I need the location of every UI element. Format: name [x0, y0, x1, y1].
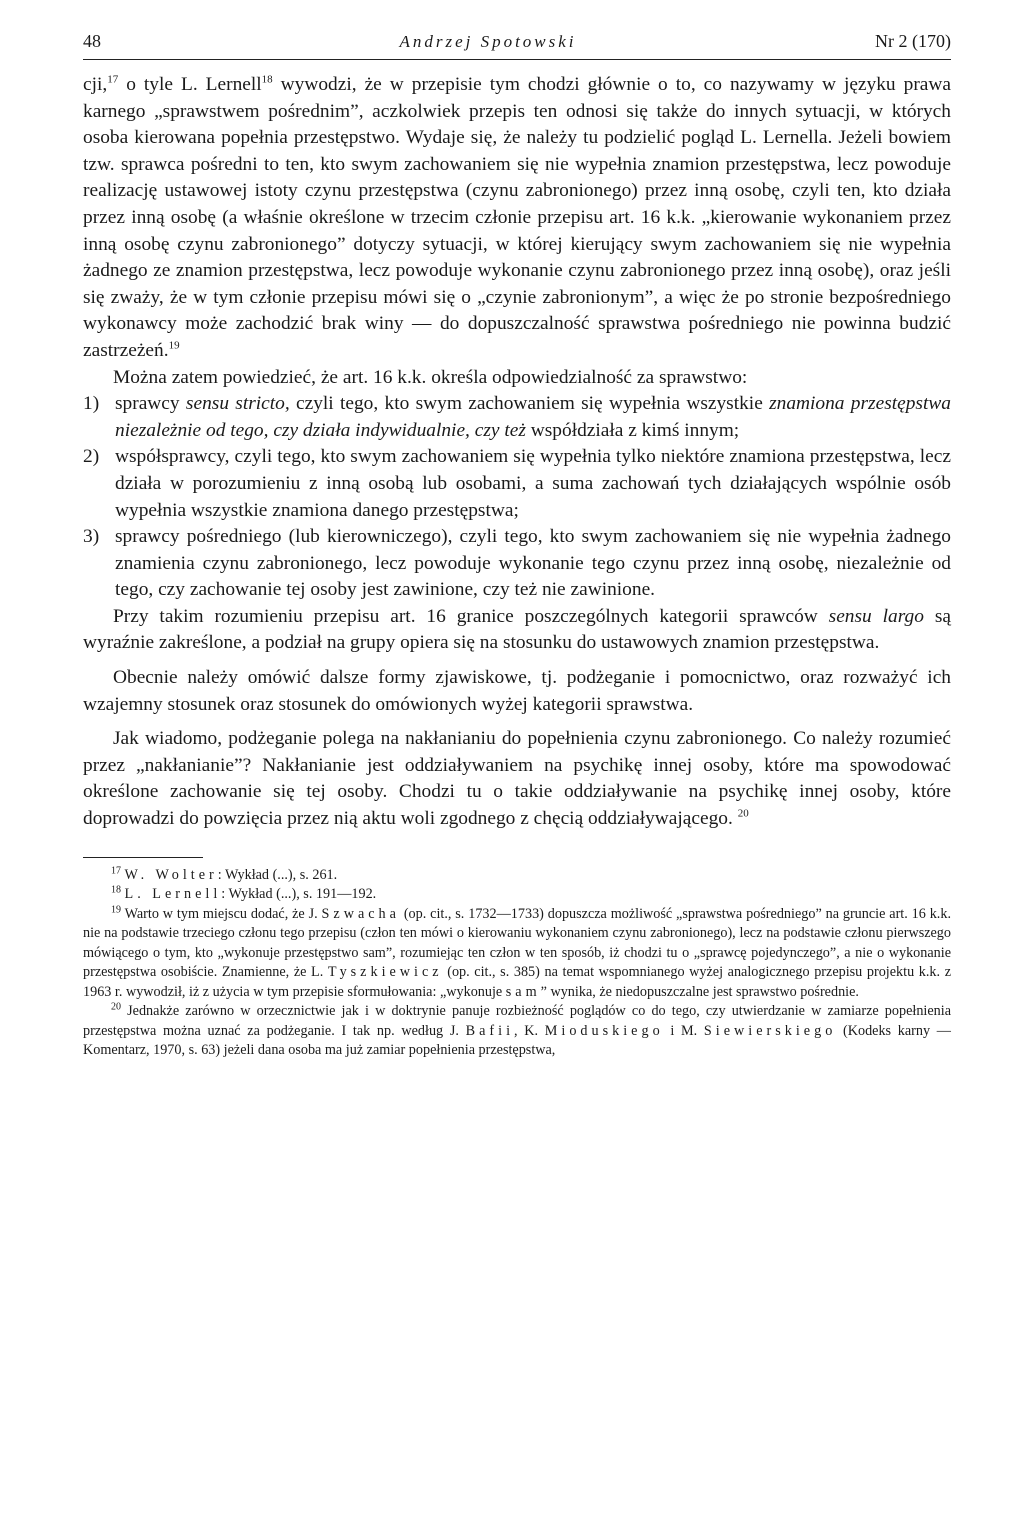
page-number: 48	[83, 31, 101, 51]
list-number: 1)	[83, 393, 100, 415]
footnote-19	[83, 905, 951, 1003]
footnote-18	[83, 885, 951, 905]
list-number: 2)	[83, 446, 100, 468]
footnote-text: , K.	[514, 1022, 545, 1039]
footnote-ref-20: 20	[737, 807, 749, 820]
footnote-text: ” wynika, że niedopuszczalne jest sprawstwo pośrednie.	[540, 983, 859, 1000]
list-text: sprawcy pośredniego (lub kierowniczego), czyli tego, kto swym zachowaniem się nie wypełnia żadnego znamienia czynu zabronionego, lecz powoduje wykonanie tego czynu przez inną osobę, niezależnie od tego, czy zachowanie tej osoby jest zawinione, czy też nie zawinione.	[115, 526, 951, 601]
text-run: o tyle L. Lernell	[118, 74, 262, 95]
italic-run: sensu largo	[828, 605, 924, 627]
list-text: współsprawcy, czyli tego, kto swym zachowaniem się wypełnia tylko niektóre znamiona przestępstwa, lecz działa w porozumieniu z inną osobą lub osobami, a suma zachowań tych działających wspólnie osób wypełnia wszystkie znamiona danego przestępstwa;	[115, 446, 951, 521]
text-run: cji,	[83, 74, 108, 95]
paragraph-3	[83, 604, 951, 657]
footnote-author: Bafii	[465, 1022, 515, 1039]
footnote-emphasis: sam	[505, 983, 541, 1000]
paragraph-1	[83, 72, 951, 365]
author-name: Andrzej Spotowski	[399, 32, 577, 51]
footnote-author: Szwacha	[321, 905, 400, 922]
footnote-number: 20	[111, 1001, 121, 1013]
footnote-separator	[83, 857, 203, 858]
list-number: 3)	[83, 526, 100, 548]
list-item	[83, 444, 951, 524]
footnote-number: 18	[111, 884, 121, 896]
footnote-ref-18: 18	[261, 73, 273, 86]
italic-run: sensu stricto,	[185, 393, 290, 415]
paragraph-5	[83, 726, 951, 832]
paragraph-2: Można zatem powiedzieć, że art. 16 k.k. określa odpowiedzialność za sprawstwo:	[113, 366, 748, 388]
footnotes	[83, 866, 951, 1061]
text-run: Przy takim rozumieniu przepisu art. 16 granice poszczególnych kategorii sprawców	[113, 605, 829, 627]
footnote-text: : Wykład (...), s. 261.	[217, 866, 338, 883]
footnote-author: Mioduskiego	[544, 1022, 664, 1039]
footnote-text: : Wykład (...), s. 191—192.	[221, 886, 377, 903]
main-text	[83, 72, 951, 833]
text-run: Jak wiadomo, podżeganie polega na nakłanianiu do popełnienia czynu zabronionego. Co należy rozumieć przez „nakłanianie”? Nakłanianie jest oddziaływaniem na psychikę innej osoby, które ma spowodować określone zachowanie się tej osoby. Chodzi tu o takie oddziaływanie na psychikę innej osoby, które doprowadzi do powzięcia przez nią aktu woli zgodnego z chęcią oddziaływającego.	[83, 728, 951, 830]
footnote-number: 19	[111, 903, 121, 915]
italic-run: znamiona przestępstwa niezależnie od tego, czy działa indywidualnie, czy też	[115, 393, 951, 441]
footnote-text: i M.	[663, 1022, 704, 1039]
footnote-number: 17	[111, 864, 121, 876]
footnote-author: L. Lernell	[124, 886, 222, 903]
document-page	[83, 30, 951, 1061]
text-run: są wyraźnie zakreślone, a podział na grupy opiera się na stosunku do ustawowych znamion przestępstwa.	[83, 605, 951, 654]
text-run: czyli tego, kto swym zachowaniem się wypełnia wszystkie	[289, 393, 770, 415]
issue-number: Nr 2 (170)	[875, 31, 951, 51]
footnote-author: W. Wolter	[124, 866, 218, 883]
footnote-text: Jednakże zarówno w orzecznictwie jak i w doktrynie panuje rozbieżność poglądów co do tego, czy utwierdzanie w zamiarze popełnienia przestępstwa można uznać za podżeganie. I tak np. według J.	[83, 1003, 951, 1039]
text-run: współdziała z kimś innym;	[525, 419, 740, 441]
footnote-text: (op. cit., s. 385) na temat wspomnianego wyżej analogicznego przepisu projektu k.k. z 1963 r. wywodził, iż z użycia w tym przepisie sformułowania: „wykonuje	[83, 964, 951, 1000]
text-run: wywodzi, że w przepisie tym chodzi głównie o to, co nazywamy w języku prawa karnego „sprawstwem pośrednim”, aczkolwiek przepis ten odnosi się także do innych sytuacji, w których osoba kierowana popełnia przestępstwo. Wydaje się, że należy tu podzielić pogląd L. Lernella. Jeżeli bowiem tzw. sprawca pośredni to ten, kto swym zachowaniem się nie wypełnia znamion przestępstwa, lecz powoduje realizację ustawowej istoty czynu przestępstwa (czynu zabronionego) przez inną osobę, czyli ten, kto działa przez inną osobę (a właśnie określone w trzecim członie przepisu art. 16 k.k. „kierowanie wykonaniem przez inną osobę czynu zabronionego” dotyczy sytuacji, w której kierujący swym zachowaniem się nie wypełnia żadnego ze znamion przestępstwa, lecz powoduje wykonanie czynu zabronionego przez inną osobę), oraz jeśli się zważy, że w tym członie przepisu mówi się o „czynie zabronionym”, a więc że po stronie bezpośredniego wykonawcy może zachodzić brak winy — do dopuszczalność sprawstwa pośredniego nie powinna budzić zastrzeżeń.	[83, 74, 951, 361]
footnote-author: Siewierskiego	[703, 1022, 837, 1039]
list-item	[83, 524, 951, 604]
footnote-text: (op. cit., s. 1732—1733) dopuszcza możliwość „sprawstwa pośredniego” na gruncie art. 16 k.k. nie na podstawie trzeciego członu tego przepisu (człon ten mówi o kierowaniu wykonaniem czynu zabronionego), lecz na podstawie członu pierwszego mówiącego o tym, kto „wykonuje przestępstwo sam”, rozumiejąc ten człon w ten sposób, iż chodzi tu o „sprawcę pojedynczego”, a nie o wykonanie przestępstwa osobiście. Znamienne, że L.	[83, 905, 951, 981]
footnote-text: Warto w tym miejscu dodać, że J.	[121, 905, 322, 922]
footnote-20	[83, 1002, 951, 1061]
footnote-text: (Kodeks karny — Komentarz, 1970, s. 63) jeżeli dana osoba ma już zamiar popełnienia przestępstwa,	[83, 1022, 951, 1059]
running-header	[83, 30, 951, 60]
paragraph-4: Obecnie należy omówić dalsze formy zjawiskowe, tj. podżeganie i pomocnictwo, oraz rozważyć ich wzajemny stosunek oraz stosunek do omówionych wyżej kategorii sprawstwa.	[83, 667, 951, 715]
footnote-ref-17: 17	[107, 73, 119, 86]
list-item	[83, 391, 951, 444]
footnote-ref-19: 19	[168, 339, 180, 352]
text-run: sprawcy	[115, 393, 186, 415]
footnote-17	[83, 866, 951, 886]
list-text	[115, 391, 951, 444]
footnote-author: Tyszkiewicz	[327, 964, 443, 981]
